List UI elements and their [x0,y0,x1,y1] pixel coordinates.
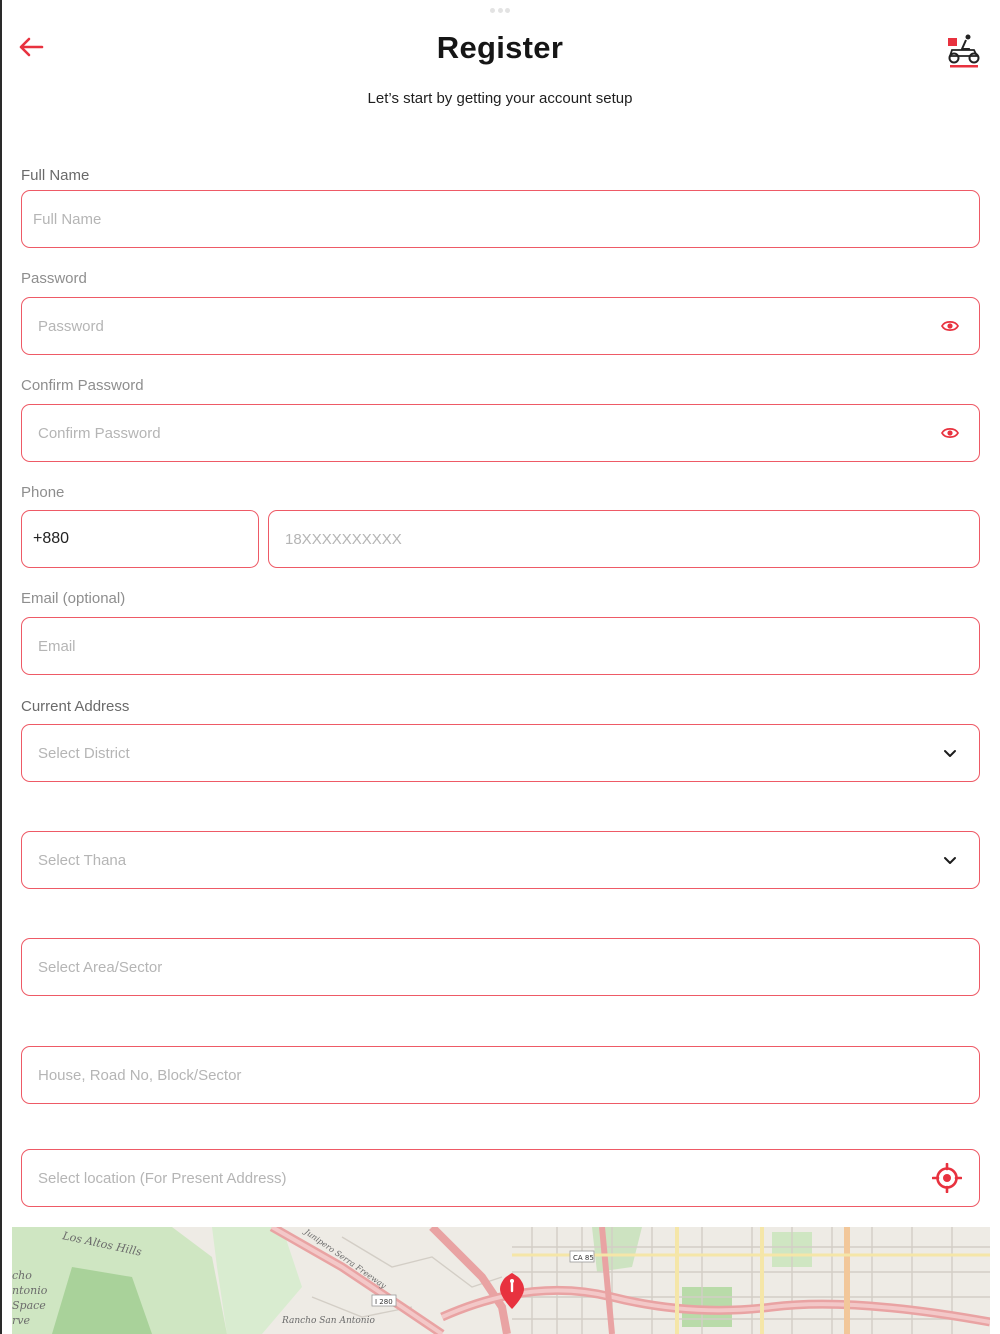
page-subtitle: Let’s start by getting your account setup [367,90,633,107]
location-field[interactable] [21,1149,980,1207]
delivery-bike-logo [944,30,984,70]
password-label: Password [21,270,87,287]
district-select[interactable] [21,724,980,782]
phone-number-field[interactable] [268,510,980,568]
confirm-password-field[interactable] [21,404,980,462]
full-name-field[interactable] [21,190,980,248]
crosshair-icon[interactable] [931,1162,963,1194]
phone-label: Phone [21,484,65,501]
country-code-field[interactable] [21,510,259,568]
map-label: Junipero Serra Freeway [302,1227,388,1291]
area-sector-placeholder: Select Area/Sector [38,958,163,976]
thana-select[interactable] [21,831,980,889]
map-label: CA 85 [573,1254,594,1262]
sheet-grabber[interactable] [490,8,510,14]
full-name-input[interactable] [33,191,963,247]
thana-select-placeholder: Select Thana [38,851,127,869]
page-title: Register [436,30,564,65]
full-name-label: Full Name [21,167,90,184]
email-input[interactable] [38,618,963,674]
eye-icon[interactable] [938,420,963,446]
password-field[interactable] [21,297,980,355]
country-code-value: +880 [33,530,70,547]
map-label: ntonio [12,1284,48,1297]
map-label: I 280 [375,1298,393,1306]
confirm-password-label: Confirm Password [21,377,144,394]
map-label: Los Altos Hills [61,1229,143,1259]
chevron-down-icon[interactable] [937,740,963,766]
district-select-placeholder: Select District [38,744,130,762]
eye-icon[interactable] [938,313,963,339]
email-label: Email (optional) [21,590,126,607]
chevron-down-icon[interactable] [937,847,963,873]
house-address-input[interactable] [38,1047,963,1103]
window-edge [0,0,2,1334]
phone-number-input[interactable] [285,511,963,567]
area-sector-select[interactable] [21,938,980,996]
current-address-label: Current Address [21,698,130,715]
location-placeholder: Select location (For Present Address) [38,1169,287,1187]
email-field[interactable] [21,617,980,675]
map-label: Rancho San Antonio [282,1316,375,1326]
house-address-field[interactable] [21,1046,980,1104]
map-label: rve [12,1314,30,1327]
password-input[interactable] [38,298,938,354]
map-label: Space [12,1299,46,1312]
map-label: cho [12,1269,32,1282]
location-map[interactable] [12,1227,990,1334]
confirm-password-input[interactable] [38,405,938,461]
